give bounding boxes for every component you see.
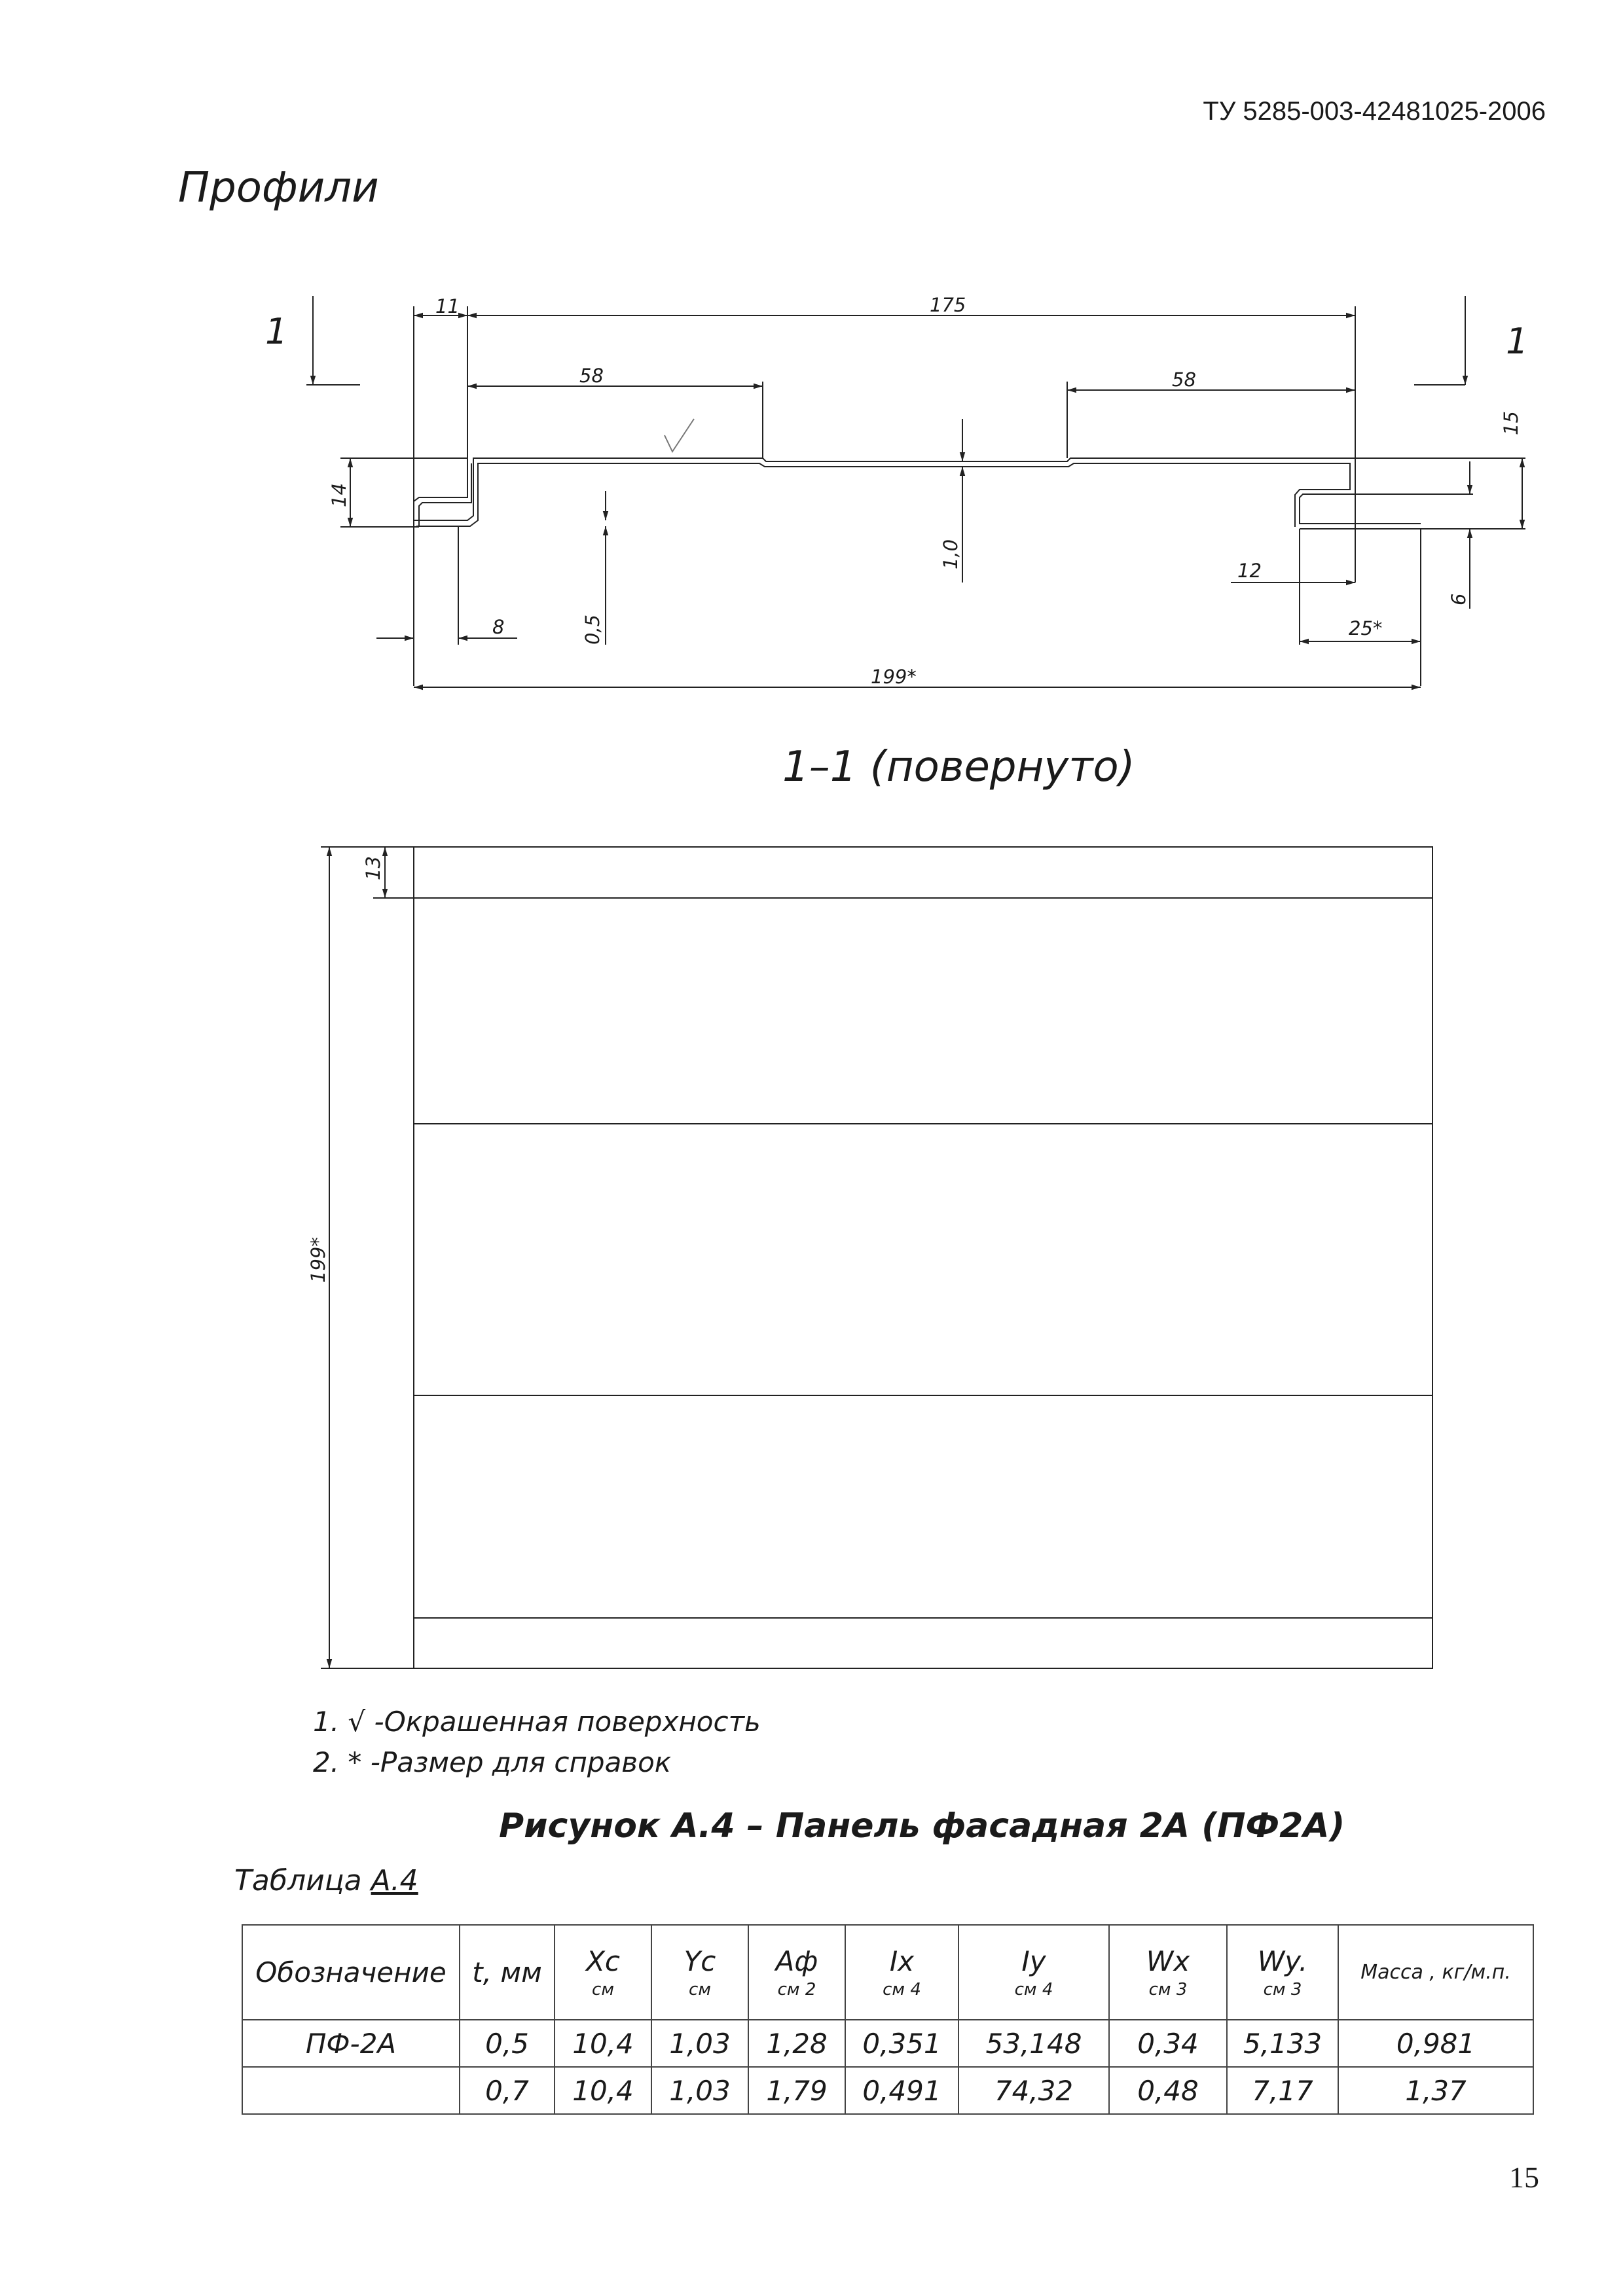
table-cell: 0,48 <box>1109 2067 1227 2114</box>
dim-11: 11 <box>435 295 460 317</box>
section-mark-left: 1 <box>265 311 288 352</box>
document-code: ТУ 5285-003-42481025-2006 <box>1203 97 1546 126</box>
table-cell: 1,03 <box>651 2067 748 2114</box>
table-cell: 10,4 <box>555 2020 651 2067</box>
dim-58-right: 58 <box>1172 368 1196 391</box>
table-cell: ПФ-2А <box>242 2020 460 2067</box>
section-view-title: 1–1 (повернуто) <box>782 743 1135 791</box>
table-cell: 0,351 <box>845 2020 958 2067</box>
table-cell: 0,7 <box>460 2067 555 2114</box>
header-cell: Wx см 3 <box>1109 1925 1227 2020</box>
header-cell: Iy см 4 <box>958 1925 1109 2020</box>
dim-8: 8 <box>492 616 505 638</box>
note-item: 2. * -Размер для справок <box>313 1746 672 1778</box>
dim-13: 13 <box>362 856 384 880</box>
table-row <box>242 2067 1533 2114</box>
profile-labels <box>265 294 1528 688</box>
dim-6: 6 <box>1448 593 1470 605</box>
header-cell: Масса , кг/м.п. <box>1338 1925 1533 2020</box>
table-cell: 74,32 <box>958 2067 1109 2114</box>
dim-199: 199* <box>871 666 917 688</box>
section-mark-right: 1 <box>1506 321 1529 362</box>
dim-0-5: 0,5 <box>581 614 604 645</box>
table-cell: 0,491 <box>845 2067 958 2114</box>
profile-outline <box>414 458 1421 524</box>
dim-14: 14 <box>328 483 350 507</box>
table-cell: 0,5 <box>460 2020 555 2067</box>
table-label-number: А.4 <box>371 1864 418 1897</box>
spec-table <box>242 1924 1534 2115</box>
section-view <box>321 847 1432 1668</box>
header-cell: Aф см 2 <box>748 1925 845 2020</box>
dim-175: 175 <box>930 294 966 316</box>
table-cell: 0,34 <box>1109 2020 1227 2067</box>
dim-58-left: 58 <box>579 365 604 387</box>
notes <box>313 1702 761 1783</box>
profile-outline-inner <box>416 463 1350 527</box>
table-cell: 1,03 <box>651 2020 748 2067</box>
dim-199-section: 199* <box>307 1237 329 1283</box>
note-item: 1. √ -Окрашенная поверхность <box>313 1706 761 1738</box>
table-cell <box>242 2067 460 2114</box>
table-cell: 1,79 <box>748 2067 845 2114</box>
header-cell: Wy. см 3 <box>1227 1925 1338 2020</box>
header-cell: Обозначение <box>242 1925 460 2020</box>
dim-12: 12 <box>1237 560 1262 582</box>
dim-1-0: 1,0 <box>939 539 962 569</box>
dim-15: 15 <box>1500 411 1522 435</box>
section-panel <box>414 847 1432 1668</box>
table-cell: 1,37 <box>1338 2067 1533 2114</box>
table-cell: 7,17 <box>1227 2067 1338 2114</box>
header-cell: Ix см 4 <box>845 1925 958 2020</box>
table-header-row <box>242 1925 1533 2020</box>
table-row <box>242 2020 1533 2067</box>
table-cell: 53,148 <box>958 2020 1109 2067</box>
profile-section <box>306 296 1525 687</box>
table-cell: 1,28 <box>748 2020 845 2067</box>
page-title: Профили <box>178 164 379 212</box>
header-cell: t, мм <box>460 1925 555 2020</box>
section-labels <box>307 856 384 1283</box>
header-cell: Yc см <box>651 1925 748 2020</box>
table-label <box>234 1864 418 1897</box>
header-cell: Xc см <box>555 1925 651 2020</box>
figure-caption: Рисунок А.4 – Панель фасадная 2А (ПФ2А) <box>499 1806 1345 1846</box>
dim-25: 25* <box>1349 617 1383 639</box>
table-label-prefix: Таблица <box>234 1864 371 1897</box>
profile-left-hook <box>414 458 467 520</box>
table-cell: 0,981 <box>1338 2020 1533 2067</box>
table-cell: 10,4 <box>555 2067 651 2114</box>
page-number: 15 <box>1509 2161 1539 2194</box>
table-cell: 5,133 <box>1227 2020 1338 2067</box>
painted-surface-mark-icon <box>665 419 694 452</box>
